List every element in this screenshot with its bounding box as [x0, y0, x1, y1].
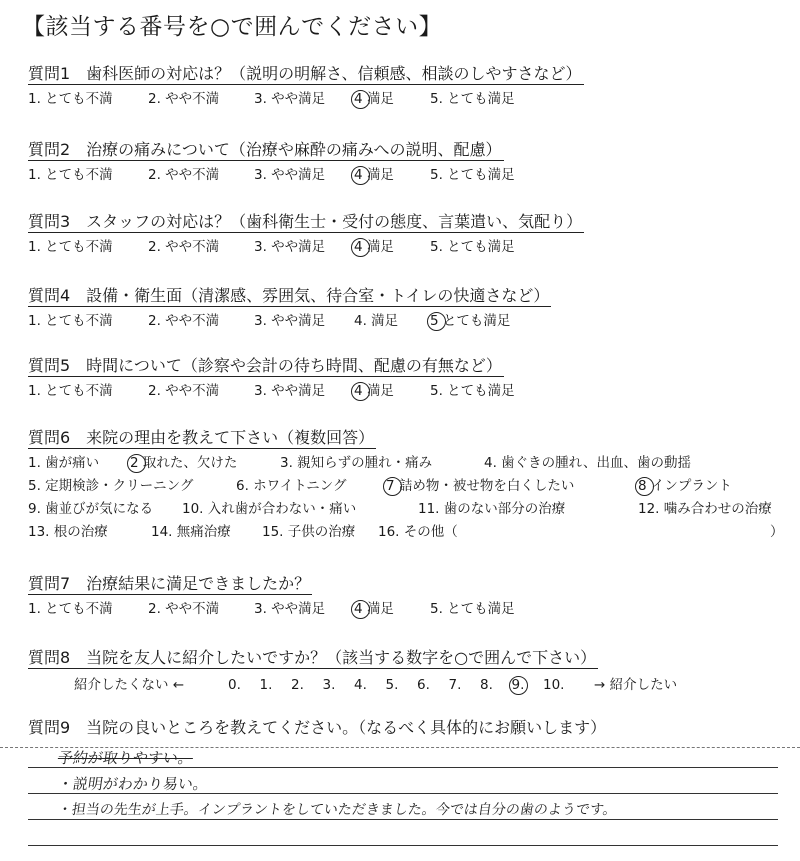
question-heading: 質問7 治療結果に満足できましたか？ — [28, 574, 311, 593]
scale-option: 1. — [259, 677, 273, 693]
rating-option: 4. 満足 — [354, 313, 399, 329]
handwritten-answer: ・担当の先生が上手。インプラントをしていただきました。今では自分の歯のようです。 — [56, 802, 618, 818]
rating-option: 4 満足 — [354, 383, 394, 399]
rating-option: 1. とても不満 — [28, 383, 113, 399]
rating-option: 5. とても満足 — [430, 383, 515, 399]
rating-options — [28, 599, 515, 619]
rating-option: 1. とても不満 — [28, 167, 113, 183]
rating-option: 3. やや満足 — [254, 91, 326, 107]
question-3 — [28, 212, 584, 257]
scale-option: 4. — [354, 677, 367, 693]
reason-option: 5. 定期検診・クリーニング — [28, 478, 194, 494]
rating-options — [28, 89, 584, 109]
rating-option: 3. やや満足 — [254, 167, 326, 183]
rating-option: 2. やや不満 — [148, 167, 220, 183]
reason-option: 4. 歯ぐきの腫れ、出血、歯の動揺 — [484, 455, 691, 471]
scale-left-label: 紹介したくない ← — [74, 677, 185, 693]
rating-options — [28, 165, 515, 185]
circled-number: 8 — [638, 478, 647, 494]
rating-option: 2. やや不満 — [148, 313, 220, 329]
question-heading: 質問5 時間について（診察や会計の待ち時間、配慮の有無など） — [28, 356, 502, 375]
reason-option: 8 インプラント — [638, 478, 732, 494]
reason-row — [28, 499, 772, 519]
rating-option: 5 とても満足 — [430, 313, 511, 329]
reason-option: 10. 入れ歯が合わない・痛い — [182, 501, 357, 517]
rating-option: 1. とても不満 — [28, 313, 113, 329]
scale-option: 8. — [480, 677, 493, 693]
question-2 — [28, 140, 515, 185]
rating-option: 4 満足 — [354, 239, 394, 255]
question-5 — [28, 356, 515, 401]
question-heading: 質問4 設備・衛生面（清潔感、雰囲気、待合室・トイレの快適さなど） — [28, 286, 550, 305]
question-heading: 質問1 歯科医師の対応は？（説明の明解さ、信頼感、相談のしやすさなど） — [28, 64, 582, 83]
rating-option: 4 満足 — [354, 601, 394, 617]
rating-option: 1. とても不満 — [28, 601, 113, 617]
question-heading: 質問8 当院を友人に紹介したいですか？（該当する数字を○で囲んで下さい） — [28, 648, 597, 667]
rating-option: 5. とても満足 — [430, 601, 515, 617]
reason-option: 1. 歯が痛い — [28, 455, 100, 471]
rating-option: 5. とても満足 — [430, 239, 515, 255]
rating-option: 2. やや不満 — [148, 91, 220, 107]
circled-number: 5 — [430, 313, 439, 329]
recommend-scale — [28, 675, 678, 695]
scale-right-label: → 紹介したい — [594, 677, 678, 693]
circled-number: 9 — [511, 677, 521, 693]
reason-row — [28, 476, 732, 496]
rating-option: 4 満足 — [354, 167, 394, 183]
circled-number: 4 — [354, 167, 363, 183]
reason-option: 16. その他（ — [378, 524, 458, 540]
page-title: 【該当する番号を○で囲んでください】 — [22, 14, 443, 40]
scale-option: 7. — [448, 677, 462, 693]
question-8 — [28, 648, 678, 695]
question-heading: 質問3 スタッフの対応は？（歯科衛生士・受付の態度、言葉遣い、気配り） — [28, 212, 583, 231]
reason-option: 12. 噛み合わせの治療 — [638, 501, 772, 517]
rating-option: 3. やや満足 — [254, 383, 326, 399]
rating-option: 5. とても満足 — [430, 167, 515, 183]
scale-option: 6. — [417, 677, 430, 693]
question-1 — [28, 64, 584, 109]
rating-option: 1. とても不満 — [28, 239, 113, 255]
reason-option: 3. 親知らずの腫れ・痛み — [280, 455, 433, 471]
question-6 — [28, 428, 784, 542]
scale-option: 2. — [291, 677, 304, 693]
rating-option: 2. やや不満 — [148, 239, 220, 255]
circled-number: 2 — [130, 455, 139, 471]
question-4 — [28, 286, 551, 331]
rating-option: 2. やや不満 — [148, 601, 220, 617]
rating-option: 1. とても不満 — [28, 91, 113, 107]
circled-number: 4 — [354, 91, 363, 107]
reason-option: ） — [770, 524, 784, 540]
question-heading: 質問2 治療の痛みについて（治療や麻酔の痛みへの説明、配慮） — [28, 140, 502, 159]
rating-options — [28, 311, 551, 331]
rating-options — [28, 381, 515, 401]
scale-option: 10. — [543, 677, 565, 693]
reason-option: 9. 歯並びが気になる — [28, 501, 154, 517]
rating-options — [28, 237, 584, 257]
rating-option: 5. とても満足 — [430, 91, 515, 107]
circled-number: 4 — [354, 239, 363, 255]
rating-option: 2. やや不満 — [148, 383, 220, 399]
scale-option: 5. — [385, 677, 399, 693]
scale-option: 3. — [322, 677, 336, 693]
rating-option: 4 満足 — [354, 91, 394, 107]
ruled-line — [28, 845, 778, 846]
reason-option: 6. ホワイトニング — [236, 478, 347, 494]
scale-option: 0. — [228, 677, 241, 693]
circled-number: 4 — [354, 383, 363, 399]
scale-option: 9. — [511, 677, 525, 693]
reason-option: 11. 歯のない部分の治療 — [418, 501, 566, 517]
question-heading: 質問6 来院の理由を教えて下さい（複数回答） — [28, 428, 375, 447]
reason-option: 14. 無痛治療 — [151, 524, 231, 540]
reason-option: 7 詰め物・被せ物を白くしたい — [386, 478, 575, 494]
handwritten-answer: 予約が取りやすい。 — [56, 749, 195, 767]
reason-options — [28, 453, 784, 542]
question-9 — [28, 718, 608, 738]
circled-number: 4 — [354, 601, 363, 617]
ruled-line — [28, 819, 778, 820]
reason-option: 2 取れた、欠けた — [130, 455, 238, 471]
reason-option: 13. 根の治療 — [28, 524, 108, 540]
reason-row — [28, 453, 691, 473]
question-heading: 質問9 当院の良いところを教えてください。（なるべく具体的にお願いします） — [28, 718, 607, 737]
handwritten-answer: ・説明がわかり易い。 — [56, 775, 210, 793]
question-7 — [28, 574, 515, 619]
rating-option: 3. やや満足 — [254, 313, 326, 329]
circled-number: 7 — [386, 478, 395, 494]
rating-option: 3. やや満足 — [254, 601, 326, 617]
reason-row — [28, 522, 784, 542]
rating-option: 3. やや満足 — [254, 239, 326, 255]
reason-option: 15. 子供の治療 — [262, 524, 356, 540]
